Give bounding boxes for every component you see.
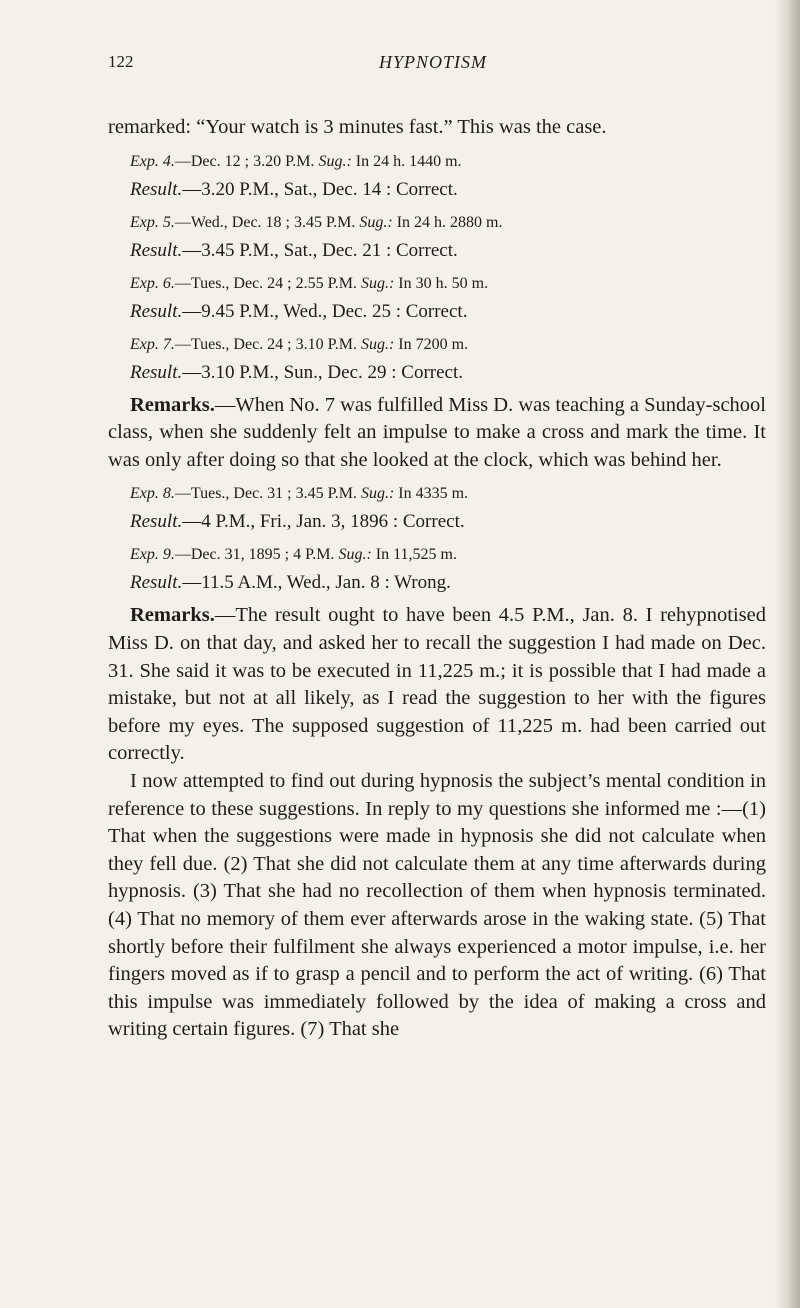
- running-head: HYPNOTISM: [378, 52, 487, 72]
- experiments-group-b: [108, 483, 766, 596]
- experiment-line: Exp. 6.—Tues., Dec. 24 ; 2.55 P.M. Sug.: In 30 h. 50 m.: [130, 274, 489, 292]
- body-text: [108, 114, 766, 1044]
- result-line: Result.—11.5 A.M., Wed., Jan. 8 : Wrong.: [130, 572, 451, 594]
- page-edge-shadow: [774, 0, 800, 1308]
- experiment-line: Exp. 4.—Dec. 12 ; 3.20 P.M. Sug.: In 24 h. 1440 m.: [130, 152, 462, 170]
- result-line: Result.—4 P.M., Fri., Jan. 3, 1896 : Correct.: [130, 511, 465, 533]
- page-number: 122: [108, 52, 134, 71]
- experiments-group-a: [108, 151, 766, 386]
- result-line: Result.—3.45 P.M., Sat., Dec. 21 : Correct.: [130, 239, 458, 261]
- remarks-paragraph: Remarks.—When No. 7 was fulfilled Miss D. was teaching a Sunday-school class, when she suddenly felt an impulse to make a cross and mark the time. It was only after doing so that she looked at the clock, which was behind her.: [108, 393, 766, 471]
- result-line: Result.—3.20 P.M., Sat., Dec. 14 : Correct.: [130, 178, 458, 200]
- result-line: Result.—3.10 P.M., Sun., Dec. 29 : Correct.: [130, 361, 464, 383]
- remarks-paragraph: Remarks.—The result ought to have been 4.5 P.M., Jan. 8. I rehypnotised Miss D. on that day, and asked her to recall the suggestion I had made on Dec. 31. She said it was to be executed in 11,225 m.; it is possible that I had made a mistake, but not at all likely, as I read the suggestion to her with the figures before my eyes. The supposed suggestion of 11,225 m. had been carried out correctly.: [108, 604, 766, 765]
- opening-text: remarked: “Your watch is 3 minutes fast.” This was the case.: [108, 116, 607, 138]
- experiment-line: Exp. 5.—Wed., Dec. 18 ; 3.45 P.M. Sug.: In 24 h. 2880 m.: [130, 213, 503, 231]
- closing-paragraph: I now attempted to find out during hypnosis the subject’s mental condition in reference to these suggestions. In reply to my questions she informed me :—(1) That when the suggestions were made in hypnosis she did not calculate when they fell due. (2) That she did not calculate them at any time afterwards during hypnosis. (3) That she had no recollection of them when hypnosis terminated. (4) That no memory of them ever afterwards arose in the waking state. (5) That shortly before their fulfilment she always experienced a motor impulse, i.e. her fingers moved as if to grasp a pencil and to perform the act of writing. (6) That this impulse was immediately followed by the idea of making a cross and writing certain figures. (7) That she: [108, 769, 766, 1041]
- result-line: Result.—9.45 P.M., Wed., Dec. 25 : Correct.: [130, 300, 468, 322]
- experiment-line: Exp. 7.—Tues., Dec. 24 ; 3.10 P.M. Sug.: In 7200 m.: [130, 335, 469, 353]
- page-header: [108, 52, 758, 82]
- experiment-line: Exp. 9.—Dec. 31, 1895 ; 4 P.M. Sug.: In 11,525 m.: [130, 546, 457, 564]
- experiment-line: Exp. 8.—Tues., Dec. 31 ; 3.45 P.M. Sug.: In 4335 m.: [130, 485, 469, 503]
